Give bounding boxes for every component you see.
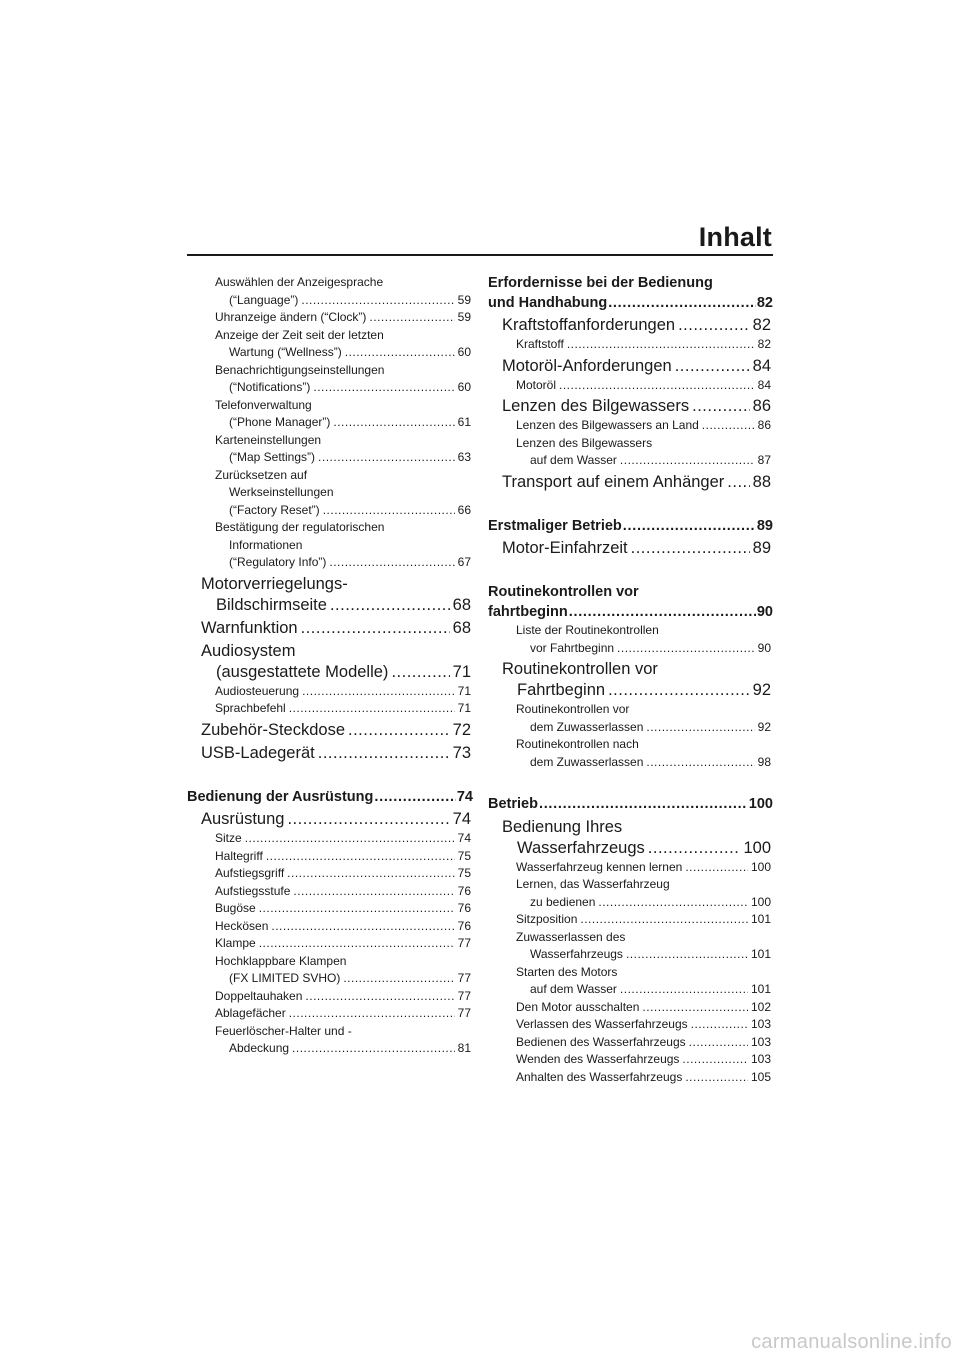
toc-entry-level-3[interactable] <box>488 417 773 435</box>
leader-dots <box>702 417 755 435</box>
toc-page-number: 87 <box>757 453 771 467</box>
toc-page-number: 84 <box>752 356 771 375</box>
toc-page-number: 84 <box>757 377 771 392</box>
leader-dots <box>343 970 454 988</box>
toc-entry-title: Verlassen des Wasserfahrzeugs <box>516 1017 688 1031</box>
toc-entry-title: Ausrüstung <box>201 810 285 828</box>
toc-entry-title: Benachrichtigungseinstellungen <box>215 362 385 377</box>
toc-entry-level-2[interactable] <box>488 538 773 559</box>
toc-page-number: 89 <box>756 517 773 534</box>
toc-entry-title: Doppeltauhaken <box>215 988 303 1003</box>
toc-entry-level-1[interactable] <box>187 788 473 808</box>
toc-entry-title: Bedienen des Wasserfahrzeugs <box>516 1034 686 1049</box>
toc-entry-title: Wasserfahrzeug kennen lernen <box>516 859 683 874</box>
toc-page-number: 88 <box>752 472 771 491</box>
toc-entry-level-3[interactable] <box>488 859 773 877</box>
toc-entry-level-3[interactable] <box>488 622 773 657</box>
toc-entry-title: Haltegriff <box>215 848 263 863</box>
toc-entry-title: und Handhabung <box>488 294 608 311</box>
toc-entry-title: (“Language”) <box>229 292 299 307</box>
leader-dots <box>646 754 754 772</box>
toc-entry-level-3[interactable] <box>488 929 773 964</box>
leader-dots <box>623 517 756 537</box>
toc-entry-title: Uhranzeige ändern (“Clock”) <box>215 310 367 324</box>
leader-dots <box>330 595 450 616</box>
toc-entry-title: Bugöse <box>215 901 256 915</box>
toc-page-number: 71 <box>452 662 471 681</box>
toc-entry-level-2[interactable] <box>187 574 473 616</box>
toc-page-number: 74 <box>452 810 471 828</box>
leader-dots <box>675 356 750 377</box>
toc-entry-title: (“Phone Manager”) <box>229 415 331 429</box>
toc-entry-title: Abdeckung <box>229 1041 290 1055</box>
toc-entry-level-3[interactable] <box>187 953 473 988</box>
toc-entry-level-2[interactable] <box>187 743 473 764</box>
toc-page-number: 63 <box>457 450 471 464</box>
leader-dots <box>692 396 750 417</box>
toc-entry-title: (FX LIMITED SVHO) <box>229 971 341 985</box>
toc-entry-title: (“Map Settings”) <box>229 450 316 464</box>
toc-entry-title: Ablagefächer <box>215 1006 286 1020</box>
toc-entry-title: Lenzen des Bilgewassers an Land <box>516 418 699 432</box>
leader-dots <box>302 683 455 701</box>
toc-entry-title: Wasserfahrzeugs <box>530 947 623 961</box>
leader-dots <box>646 719 754 737</box>
leader-dots <box>598 894 748 912</box>
leader-dots <box>727 472 749 493</box>
toc-page-number: 82 <box>752 316 771 334</box>
toc-entry-level-3[interactable] <box>488 911 773 929</box>
leader-dots <box>569 603 756 623</box>
toc-entry-title: Karteneinstellungen <box>215 432 322 447</box>
toc-entry-title: Aufstiegsgriff <box>215 866 285 880</box>
leader-dots <box>318 743 450 764</box>
leader-dots <box>345 344 455 362</box>
toc-entry-title: Fahrtbeginn <box>517 681 606 699</box>
leader-dots <box>305 988 454 1006</box>
toc-page-number: 67 <box>457 555 471 569</box>
toc-entry-level-3[interactable] <box>187 935 473 953</box>
toc-entry-level-2[interactable] <box>187 641 473 683</box>
toc-entry-level-2[interactable] <box>488 817 773 859</box>
page-title: Inhalt <box>698 222 772 252</box>
toc-entry-level-2[interactable] <box>187 809 473 830</box>
leader-dots <box>287 865 454 883</box>
toc-entry-title: zu bedienen <box>530 894 596 909</box>
toc-entry-title: Routinekontrollen vor <box>516 702 630 716</box>
toc-page-number: 100 <box>750 894 771 909</box>
leader-dots <box>266 848 455 866</box>
leader-dots <box>259 900 455 918</box>
toc-entry-title: Wartung (“Wellness”) <box>229 345 342 359</box>
toc-entry-title: Zubehör-Steckdose <box>201 720 345 739</box>
toc-page-number: 73 <box>452 743 471 762</box>
toc-entry-title: Lenzen des Bilgewassers <box>502 397 690 415</box>
toc-entry-level-3[interactable] <box>488 435 773 470</box>
toc-entry-title: Motoröl-Anforderungen <box>502 356 672 375</box>
leader-dots <box>682 1051 748 1069</box>
toc-entry-level-3[interactable] <box>187 1005 473 1023</box>
toc-page-number: 75 <box>457 866 471 880</box>
leader-dots <box>374 788 456 808</box>
leader-dots <box>271 918 454 936</box>
toc-entry-title: Starten des Motors <box>516 964 618 979</box>
leader-dots <box>301 292 454 310</box>
toc-entry-level-3[interactable] <box>187 432 473 467</box>
toc-entry-level-3[interactable] <box>187 1023 473 1058</box>
toc-entry-level-2[interactable] <box>187 618 473 639</box>
leader-dots <box>689 1034 748 1052</box>
toc-entry-level-2[interactable] <box>187 720 473 741</box>
toc-entry-level-3[interactable] <box>488 377 773 395</box>
leader-dots <box>318 449 455 467</box>
toc-page-number: 60 <box>457 345 471 359</box>
toc-page-number: 61 <box>457 415 471 429</box>
toc-entry-title: Transport auf einem Anhänger <box>502 472 725 491</box>
toc-entry-title: Heckösen <box>215 918 269 933</box>
toc-entry-title: Zurücksetzen auf <box>215 467 308 482</box>
toc-entry-title: Motor-Einfahrzeit <box>502 539 628 557</box>
toc-entry-title: Routinekontrollen nach <box>516 737 639 751</box>
toc-entry-level-3[interactable] <box>187 683 473 701</box>
toc-entry-level-3[interactable] <box>187 327 473 362</box>
leader-dots <box>289 700 455 718</box>
toc-column-right <box>488 274 773 1086</box>
toc-entry-level-3[interactable] <box>187 883 473 901</box>
toc-entry-title: auf dem Wasser <box>530 982 617 996</box>
toc-page-number: 76 <box>457 918 471 933</box>
toc-page-number: 98 <box>757 754 771 769</box>
toc-entry-title: Auswählen der Anzeigesprache <box>215 275 384 289</box>
toc-page-number: 75 <box>457 848 471 863</box>
leader-dots <box>567 336 755 354</box>
toc-entry-title: auf dem Wasser <box>530 453 617 467</box>
toc-entry-title: Aufstiegsstufe <box>215 883 291 898</box>
leader-dots <box>333 414 454 432</box>
toc-page-number: 103 <box>750 1052 771 1066</box>
toc-entry-level-3[interactable] <box>187 830 473 848</box>
leader-dots <box>289 1005 455 1023</box>
leader-dots <box>292 1040 455 1058</box>
toc-page-number: 89 <box>752 539 771 557</box>
leader-dots <box>313 379 454 397</box>
toc-entry-level-3[interactable] <box>187 700 473 718</box>
title-rule <box>187 254 773 256</box>
toc-entry-level-3[interactable] <box>488 1051 773 1069</box>
toc-entry-title: Anhalten des Wasserfahrzeugs <box>516 1069 683 1084</box>
leader-dots <box>580 911 748 929</box>
toc-entry-level-2[interactable] <box>488 356 773 377</box>
toc-entry-title: (“Regulatory Info”) <box>229 555 327 569</box>
toc-page-number: 71 <box>457 701 471 715</box>
leader-dots <box>617 640 755 658</box>
leader-dots <box>626 946 748 964</box>
toc-entry-title: Feuerlöscher-Halter und - <box>215 1023 352 1038</box>
toc-entry-title: Anzeige der Zeit seit der letzten <box>215 327 384 342</box>
toc-page-number: 74 <box>456 788 473 805</box>
toc-page-number: 76 <box>457 901 471 915</box>
toc-page-number: 100 <box>743 838 771 857</box>
toc-page-number: 103 <box>750 1017 771 1031</box>
toc-entry-level-3[interactable] <box>187 274 473 309</box>
toc-entry-title: Hochklappbare Klampen <box>215 953 347 968</box>
leader-dots <box>685 1069 748 1087</box>
toc-page-number: 101 <box>750 982 771 996</box>
leader-dots <box>559 377 755 395</box>
toc-entry-title: Erstmaliger Betrieb <box>488 517 622 534</box>
leader-dots <box>685 859 748 877</box>
toc-page-number: 77 <box>457 988 471 1003</box>
toc-entry-level-1[interactable] <box>488 795 773 815</box>
toc-page-number: 102 <box>750 999 771 1014</box>
leader-dots <box>631 538 750 559</box>
leader-dots <box>620 981 748 999</box>
toc-entry-title: Erfordernisse bei der Bedienung <box>488 275 713 291</box>
toc-page-number: 100 <box>750 859 771 874</box>
toc-entry-title: Wasserfahrzeugs <box>517 838 645 857</box>
toc-entry-title: Lernen, das Wasserfahrzeug <box>516 877 670 891</box>
toc-page-number: 77 <box>457 936 471 950</box>
toc-entry-level-3[interactable] <box>488 1034 773 1052</box>
toc-entry-title: Liste der Routinekontrollen <box>516 623 659 637</box>
toc-entry-level-3[interactable] <box>187 918 473 936</box>
toc-entry-title: Warnfunktion <box>201 618 298 637</box>
leader-dots <box>691 1016 748 1034</box>
toc-entry-level-3[interactable] <box>187 865 473 883</box>
toc-entry-title: Audiosteuerung <box>215 683 300 698</box>
toc-entry-title: Klampe <box>215 936 256 950</box>
toc-entry-level-3[interactable] <box>488 876 773 911</box>
toc-entry-level-3[interactable] <box>187 519 473 572</box>
toc-entry-level-1[interactable] <box>488 517 773 537</box>
toc-entry-level-3[interactable] <box>187 848 473 866</box>
toc-page-number: 81 <box>457 1041 471 1055</box>
toc-page-number: 92 <box>752 681 771 699</box>
toc-entry-title: Routinekontrollen vor <box>502 660 658 678</box>
toc-page-number: 72 <box>452 720 471 739</box>
toc-page-number: 90 <box>756 603 773 620</box>
toc-entry-title: Kraftstoffanforderungen <box>502 316 676 334</box>
toc-entry-title: Bedienung Ihres <box>502 817 623 836</box>
toc-column-left <box>187 274 473 1058</box>
toc-entry-level-2[interactable] <box>488 659 773 701</box>
toc-entry-title: vor Fahrtbeginn <box>530 640 615 655</box>
toc-entry-title: Telefonverwaltung <box>215 397 312 412</box>
toc-page-number: 92 <box>757 719 771 734</box>
leader-dots <box>539 795 748 815</box>
toc-page-number: 103 <box>750 1034 771 1049</box>
toc-entry-level-3[interactable] <box>187 900 473 918</box>
toc-page-number: 74 <box>457 831 471 845</box>
toc-page-number: 101 <box>750 947 771 961</box>
toc-entry-title: dem Zuwasserlassen <box>530 754 644 769</box>
leader-dots <box>329 554 454 572</box>
toc-entry-title: Bildschirmseite <box>216 595 327 614</box>
toc-entry-level-1[interactable] <box>488 583 773 622</box>
leader-dots <box>648 838 741 859</box>
toc-entry-title: Motoröl <box>516 377 557 392</box>
toc-page-number: 86 <box>752 397 771 415</box>
toc-entry-level-1[interactable] <box>488 274 773 313</box>
toc-entry-title: Sprachbefehl <box>215 701 286 715</box>
toc-entry-level-3[interactable] <box>187 309 473 327</box>
toc-page-number: 76 <box>457 883 471 898</box>
leader-dots <box>678 315 750 336</box>
toc-page-number: 100 <box>748 796 773 812</box>
leader-dots <box>608 294 756 314</box>
toc-entry-title: (ausgestattete Modelle) <box>216 662 389 681</box>
toc-entry-level-3[interactable] <box>187 988 473 1006</box>
toc-entry-title: fahrtbeginn <box>488 603 568 620</box>
toc-entry-title: (“Notifications”) <box>229 380 311 394</box>
toc-entry-title: Kraftstoff <box>516 337 564 351</box>
leader-dots <box>301 618 450 639</box>
toc-entry-title: Wenden des Wasserfahrzeugs <box>516 1052 680 1066</box>
toc-entry-level-3[interactable] <box>488 736 773 771</box>
toc-entry-level-3[interactable] <box>488 964 773 999</box>
toc-page-number: 90 <box>757 640 771 655</box>
toc-entry-title: Werkseinstellungen <box>229 485 334 499</box>
toc-entry-title: Informationen <box>229 537 303 552</box>
toc-entry-level-3[interactable] <box>488 336 773 354</box>
toc-entry-level-3[interactable] <box>187 467 473 520</box>
toc-entry-title: Motorverriegelungs- <box>201 574 348 593</box>
toc-entry-title: (“Factory Reset”) <box>229 502 320 517</box>
toc-entry-title: dem Zuwasserlassen <box>530 719 644 734</box>
toc-page-number: 77 <box>457 1006 471 1020</box>
toc-page-number: 68 <box>452 618 471 637</box>
leader-dots <box>642 999 748 1017</box>
toc-entry-title: Audiosystem <box>201 641 296 660</box>
toc-entry-title: Sitze <box>215 831 242 845</box>
toc-entry-title: Bestätigung der regulatorischen <box>215 520 385 534</box>
toc-entry-level-3[interactable] <box>187 397 473 432</box>
toc-page-number: 82 <box>757 337 771 351</box>
toc-page-number: 59 <box>457 310 471 324</box>
toc-entry-level-3[interactable] <box>488 999 773 1017</box>
toc-page-number: 82 <box>756 294 773 311</box>
leader-dots <box>293 883 454 901</box>
leader-dots <box>259 935 455 953</box>
watermark: carmanualsonline.info <box>751 1331 952 1353</box>
leader-dots <box>391 662 449 683</box>
leader-dots <box>608 680 750 701</box>
toc-entry-title: Betrieb <box>488 796 538 812</box>
toc-entry-title: Zuwasserlassen des <box>516 929 626 944</box>
toc-entry-title: Bedienung der Ausrüstung <box>187 788 374 805</box>
toc-entry-level-2[interactable] <box>488 315 773 336</box>
toc-entry-title: Lenzen des Bilgewassers <box>516 435 653 450</box>
toc-entry-title: Sitzposition <box>516 912 578 926</box>
leader-dots <box>369 309 454 327</box>
leader-dots <box>323 502 455 520</box>
toc-page-number: 59 <box>457 292 471 307</box>
toc-entry-level-3[interactable] <box>187 362 473 397</box>
toc-entry-title: Routinekontrollen vor <box>488 584 639 600</box>
toc-page-number: 60 <box>457 380 471 394</box>
toc-page-number: 105 <box>750 1069 771 1084</box>
toc-page-number: 68 <box>452 595 471 614</box>
leader-dots <box>620 452 755 470</box>
toc-entry-level-3[interactable] <box>488 1016 773 1034</box>
leader-dots <box>245 830 455 848</box>
toc-page-number: 77 <box>457 971 471 985</box>
toc-page-number: 101 <box>750 912 771 926</box>
toc-page-number: 86 <box>757 418 771 432</box>
toc-entry-title: Den Motor ausschalten <box>516 999 640 1014</box>
toc-page-number: 71 <box>457 683 471 698</box>
toc-page-number: 66 <box>457 502 471 517</box>
leader-dots <box>287 809 449 830</box>
toc-entry-level-2[interactable] <box>488 472 773 493</box>
toc-entry-level-2[interactable] <box>488 396 773 417</box>
toc-entry-level-3[interactable] <box>488 1069 773 1087</box>
leader-dots <box>348 720 450 741</box>
toc-entry-level-3[interactable] <box>488 701 773 736</box>
toc-entry-title: USB-Ladegerät <box>201 743 315 762</box>
